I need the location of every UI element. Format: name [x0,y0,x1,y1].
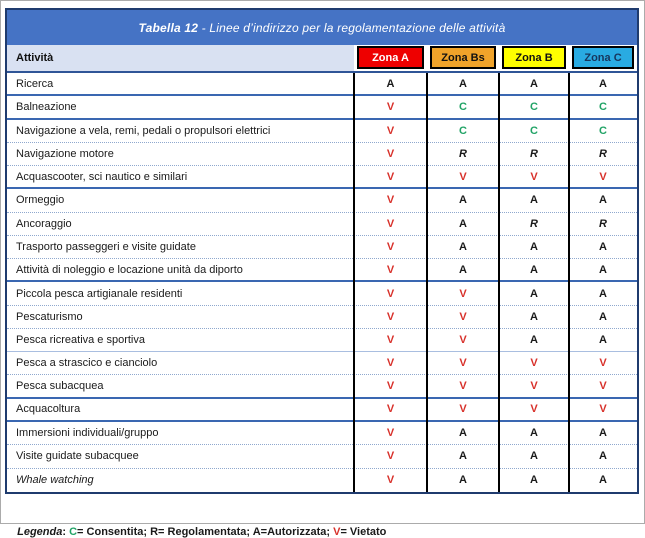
value-cell-zona-bs: A [459,474,467,487]
value-cell-zona-b: C [530,124,538,137]
table-row [7,236,637,259]
value-cell-zona-c: V [599,357,607,370]
table-row [7,259,637,282]
column-header-zona-c: Zona C [572,46,634,69]
value-cell-zona-a: V [386,474,395,487]
table-title [7,10,637,45]
table-row [7,445,637,468]
value-cell-zona-a: V [386,240,395,253]
activity-cell: Pescaturismo [16,310,83,323]
value-cell-zona-b: R [530,217,538,230]
table-row [7,469,637,492]
value-cell-zona-bs: R [459,147,467,160]
value-cell-zona-bs: A [459,240,467,253]
value-cell-zona-bs: V [459,310,467,323]
value-cell-zona-c: A [599,310,607,323]
table-row [7,329,637,352]
activity-cell: Trasporto passeggeri e visite guidate [16,240,196,253]
legend-part: C [69,526,78,538]
table-row [7,306,637,329]
table-title-number: Tabella 12 [138,20,199,35]
table-header-row [7,45,637,73]
value-cell-zona-b: V [530,380,538,393]
column-divider [426,73,428,492]
column-divider [498,73,500,492]
table-row [7,166,637,189]
value-cell-zona-b: A [530,194,538,207]
value-cell-zona-bs: V [459,380,467,393]
activity-cell: Piccola pesca artigianale residenti [16,287,183,300]
value-cell-zona-bs: C [459,100,467,113]
value-cell-zona-a: V [386,427,395,440]
legend [11,502,386,538]
activity-cell: Attività di noleggio e locazione unità da diporto [16,263,243,276]
activity-cell: Ricerca [16,77,54,90]
activity-cell: Navigazione motore [16,147,114,160]
column-divider [568,73,570,492]
value-cell-zona-bs: A [459,263,467,276]
value-cell-zona-bs: V [459,170,467,183]
activity-cell: Acquascooter, sci nautico e similari [16,170,188,183]
value-cell-zona-c: A [599,240,607,253]
value-cell-zona-a: V [386,263,395,276]
value-cell-zona-a: V [386,194,395,207]
column-header-zona-b: Zona B [502,46,566,69]
value-cell-zona-c: A [599,334,607,347]
activity-cell: Ormeggio [16,194,65,207]
value-cell-zona-c: A [599,263,607,276]
table-row [7,189,637,212]
activity-cell: Pesca a strascico e cianciolo [16,357,158,370]
value-cell-zona-bs: V [459,334,467,347]
value-cell-zona-b: V [530,403,538,416]
activity-cell: Balneazione [16,100,77,113]
value-cell-zona-c: A [599,194,607,207]
legend-part: R [150,526,159,538]
column-header-attivita: Attività [7,45,354,71]
value-cell-zona-b: A [530,310,538,323]
legend-part: Legenda [17,526,63,538]
column-header-zona-bs: Zona Bs [430,46,496,69]
value-cell-zona-a: V [386,310,395,323]
activities-table [5,8,639,494]
activity-cell: Visite guidate subacquee [16,450,139,463]
value-cell-zona-c: A [599,474,607,487]
value-cell-zona-a: V [386,217,395,230]
value-cell-zona-bs: A [459,217,467,230]
value-cell-zona-bs: A [459,450,467,463]
value-cell-zona-c: A [599,427,607,440]
value-cell-zona-a: A [386,77,395,90]
value-cell-zona-bs: V [459,403,467,416]
table-row [7,375,637,398]
value-cell-zona-b: A [530,263,538,276]
value-cell-zona-b: A [530,450,538,463]
value-cell-zona-b: V [530,357,538,370]
table-row [7,120,637,143]
activity-cell: Ancoraggio [16,217,72,230]
value-cell-zona-c: A [599,287,607,300]
value-cell-zona-a: V [386,147,395,160]
value-cell-zona-a: V [386,124,395,137]
table-row [7,213,637,236]
table-row [7,352,637,375]
value-cell-zona-c: V [599,170,607,183]
legend-part: A [252,526,261,538]
table-row [7,73,637,96]
legend-part: = Vietato [340,526,387,538]
value-cell-zona-bs: A [459,77,467,90]
value-cell-zona-b: C [530,100,538,113]
value-cell-zona-a: V [386,380,395,393]
value-cell-zona-b: V [530,170,538,183]
value-cell-zona-a: V [386,334,395,347]
column-divider [353,73,355,492]
value-cell-zona-c: V [599,403,607,416]
value-cell-zona-bs: A [459,427,467,440]
column-header-zona-a: Zona A [357,46,424,69]
activity-cell: Whale watching [16,474,94,487]
activity-cell: Immersioni individuali/gruppo [16,427,159,440]
value-cell-zona-c: A [599,450,607,463]
value-cell-zona-a: V [386,357,395,370]
legend-part: : [62,526,70,538]
activity-cell: Pesca ricreativa e sportiva [16,334,145,347]
legend-part: = Regolamentata; [158,526,253,538]
legend-part: =Autorizzata; [260,526,334,538]
table-body [7,73,637,492]
value-cell-zona-bs: C [459,124,467,137]
value-cell-zona-c: A [599,77,607,90]
table-row [7,399,637,422]
value-cell-zona-bs: A [459,194,467,207]
table-title-text: - Linee d’indirizzo per la regolamentazione delle attività [198,20,506,35]
value-cell-zona-a: V [386,403,395,416]
value-cell-zona-b: A [530,77,538,90]
table-row [7,282,637,305]
value-cell-zona-bs: V [459,287,467,300]
value-cell-zona-c: V [599,380,607,393]
value-cell-zona-a: V [386,170,395,183]
value-cell-zona-c: C [599,124,607,137]
table-row [7,96,637,119]
value-cell-zona-b: A [530,427,538,440]
value-cell-zona-b: A [530,240,538,253]
value-cell-zona-c: R [599,217,607,230]
value-cell-zona-bs: V [459,357,467,370]
value-cell-zona-a: V [386,450,395,463]
value-cell-zona-b: R [530,147,538,160]
value-cell-zona-c: R [599,147,607,160]
legend-part: = Consentita; [77,526,151,538]
activity-cell: Pesca subacquea [16,380,104,393]
value-cell-zona-c: C [599,100,607,113]
value-cell-zona-a: V [386,287,395,300]
value-cell-zona-b: A [530,287,538,300]
activity-cell: Navigazione a vela, remi, pedali o propulsori elettrici [16,124,271,137]
value-cell-zona-b: A [530,474,538,487]
activity-cell: Acquacoltura [16,403,81,416]
value-cell-zona-a: V [386,100,395,113]
value-cell-zona-b: A [530,334,538,347]
table-row [7,143,637,166]
legend-part: V [333,526,341,538]
table-row [7,422,637,445]
